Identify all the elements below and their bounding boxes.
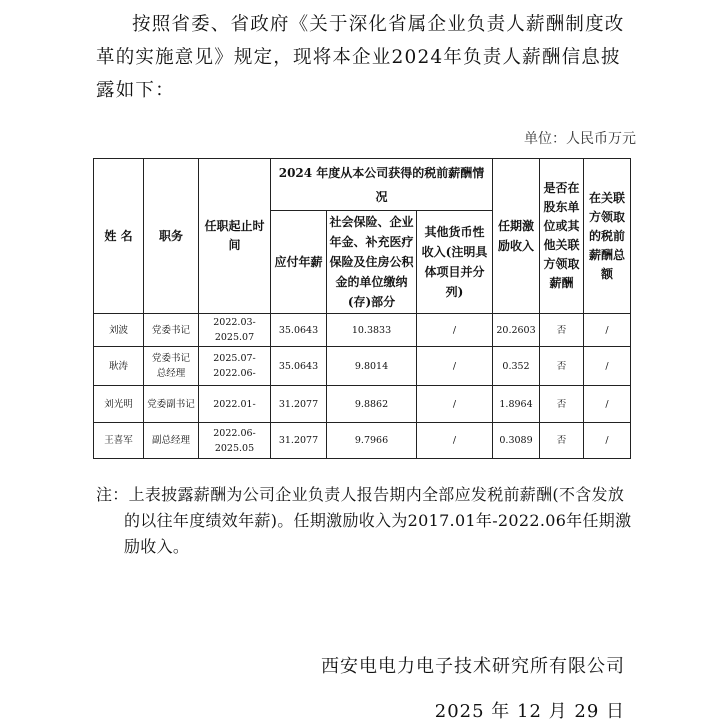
- cell-salary: 31.2077: [271, 386, 327, 423]
- cell-name: 刘波: [94, 314, 144, 347]
- cell-other: /: [417, 347, 493, 386]
- header-related: 是否在股东单位或其他关联方领取薪酬: [540, 159, 584, 314]
- table-row: [94, 423, 631, 459]
- salary-table: [93, 158, 631, 459]
- header-incentive: 任期激励收入: [493, 159, 540, 314]
- cell-other: /: [417, 386, 493, 423]
- cell-incentive: 0.352: [493, 347, 540, 386]
- cell-incentive: 0.3089: [493, 423, 540, 459]
- unit-label: 单位：人民币万元: [524, 131, 636, 147]
- cell-position: 副总经理: [144, 423, 199, 459]
- cell-incentive: 20.2603: [493, 314, 540, 347]
- cell-salary: 35.0643: [271, 314, 327, 347]
- cell-related: 否: [540, 386, 584, 423]
- cell-salary: 35.0643: [271, 347, 327, 386]
- organization-name: 西安电电力电子技术研究所有限公司: [321, 656, 625, 677]
- cell-other: /: [417, 423, 493, 459]
- document-date: 2025 年 12 月 29 日: [434, 701, 625, 722]
- cell-tenure: 2022.01-: [199, 386, 271, 423]
- cell-tenure: 2022.06-2025.05: [199, 423, 271, 459]
- header-name: 姓 名: [94, 159, 144, 314]
- cell-related: 否: [540, 423, 584, 459]
- cell-position: 党委副书记: [144, 386, 199, 423]
- cell-social: 9.8014: [327, 347, 417, 386]
- cell-social: 10.3833: [327, 314, 417, 347]
- table-row: [94, 314, 631, 347]
- cell-social: 9.8862: [327, 386, 417, 423]
- header-social: 社会保险、企业年金、补充医疗保险及住房公积金的单位缴纳(存)部分: [327, 211, 417, 314]
- table-row: [94, 386, 631, 423]
- cell-social: 9.7966: [327, 423, 417, 459]
- cell-related-pay: /: [584, 386, 631, 423]
- cell-related-pay: /: [584, 314, 631, 347]
- cell-name: 王喜军: [94, 423, 144, 459]
- cell-related: 否: [540, 314, 584, 347]
- table-row: [94, 347, 631, 386]
- footnote-line-2: 的以往年度绩效年薪)。任期激励收入为2017.01年-2022.06年任期激: [124, 511, 632, 530]
- footnote-line-3: 励收入。: [124, 537, 190, 556]
- header-related-pay: 在关联方领取的税前薪酬总额: [584, 159, 631, 314]
- cell-salary: 31.2077: [271, 423, 327, 459]
- footnote-line-1: 注：上表披露薪酬为公司企业负责人报告期内全部应发税前薪酬(不含发放: [96, 485, 625, 504]
- cell-tenure: 2025.07- 2022.06-: [199, 347, 271, 386]
- header-salary: 应付年薪: [271, 211, 327, 314]
- cell-tenure: 2022.03-2025.07: [199, 314, 271, 347]
- intro-paragraph: 按照省委、省政府《关于深化省属企业负责人薪酬制度改革的实施意见》规定，现将本企业2024年负责人薪酬信息披露如下：: [96, 14, 625, 101]
- footnote: [96, 482, 636, 560]
- cell-position: 党委书记 总经理: [144, 347, 199, 386]
- cell-related-pay: /: [584, 347, 631, 386]
- cell-name: 耿涛: [94, 347, 144, 386]
- cell-other: /: [417, 314, 493, 347]
- cell-name: 刘光明: [94, 386, 144, 423]
- header-group: 2024 年度从本公司获得的税前薪酬情况: [271, 159, 493, 211]
- cell-position: 党委书记: [144, 314, 199, 347]
- header-position: 职务: [144, 159, 199, 314]
- cell-related-pay: /: [584, 423, 631, 459]
- header-tenure: 任职起止时间: [199, 159, 271, 314]
- cell-related: 否: [540, 347, 584, 386]
- header-other: 其他货币性收入(注明具体项目并分列): [417, 211, 493, 314]
- cell-incentive: 1.8964: [493, 386, 540, 423]
